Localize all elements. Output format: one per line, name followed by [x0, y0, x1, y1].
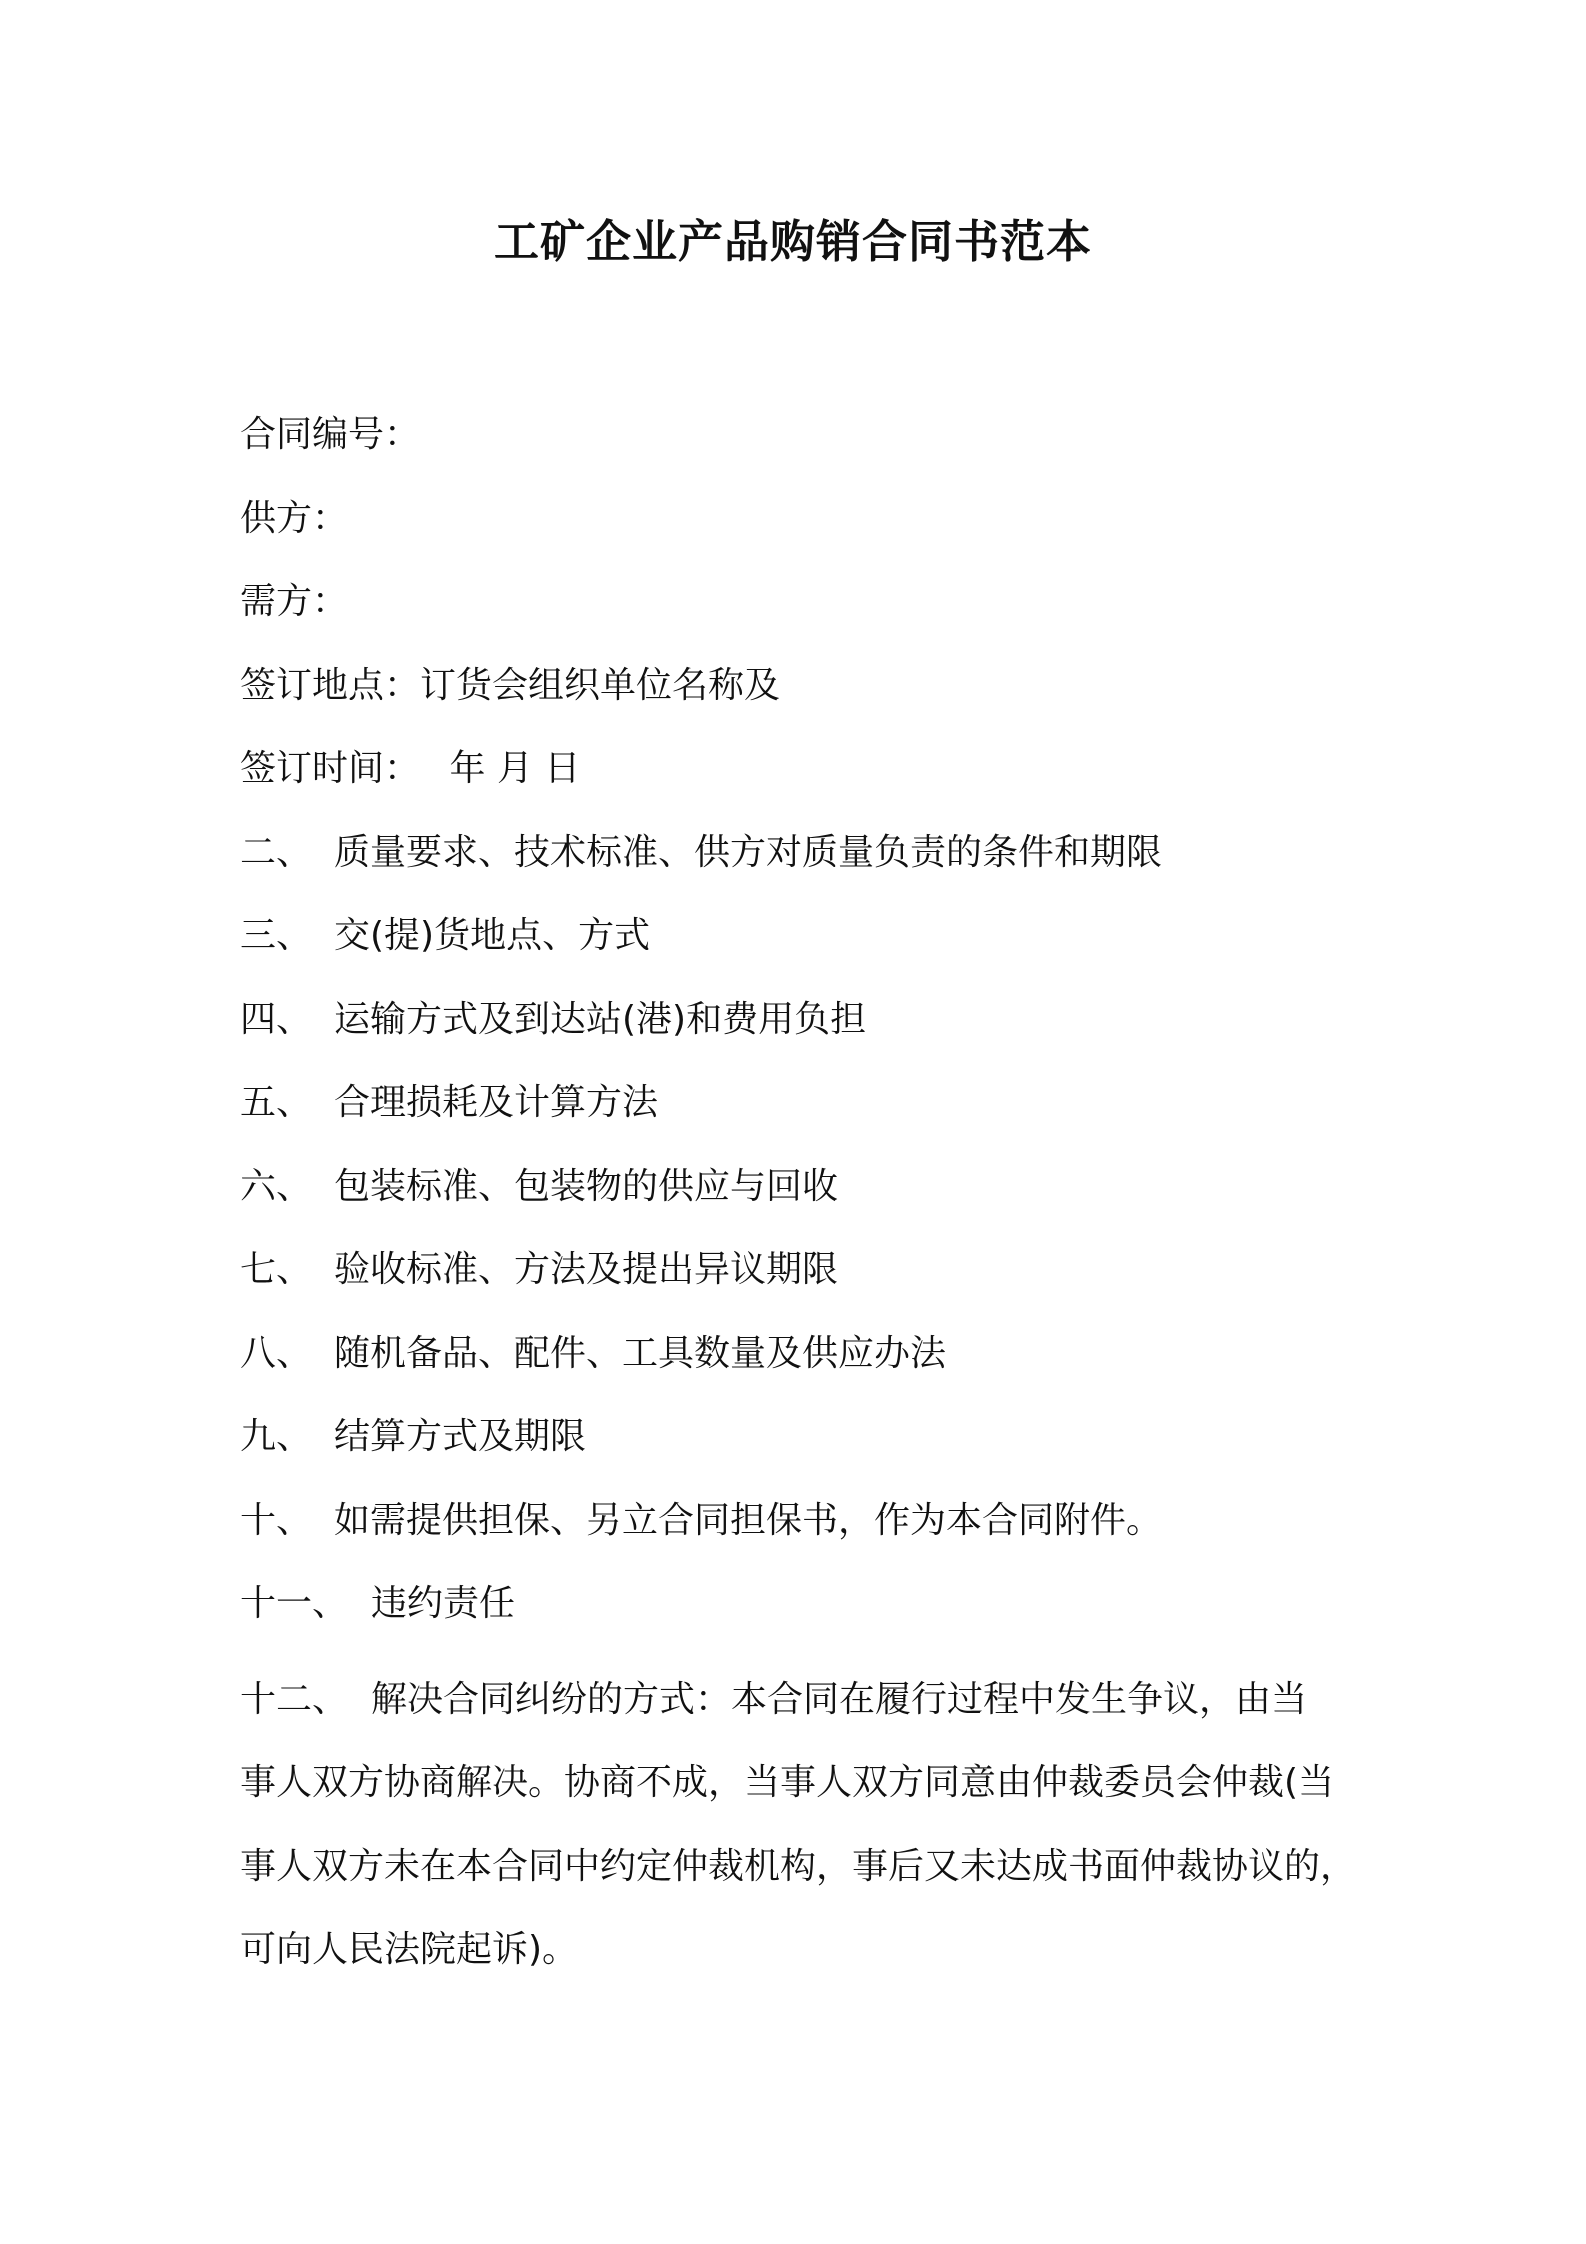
clause-item [240, 1073, 1370, 1157]
buyer-line: 需方： [240, 581, 349, 622]
clause-number: 四、 [240, 998, 313, 1040]
clause-item [240, 990, 1370, 1074]
sign-time-year: 年 [449, 748, 486, 789]
sign-time-day: 日 [544, 748, 581, 789]
sign-time-line [240, 739, 1370, 823]
clause-number: 十二、 [240, 1678, 349, 1720]
clause-number: 七、 [240, 1249, 313, 1290]
final-clause [240, 1658, 1370, 1992]
clause-item [240, 823, 1370, 907]
clause-number: 五、 [240, 1082, 313, 1123]
sign-place-line: 签订地点：订货会组织单位名称及 [240, 664, 781, 706]
clause-number: 三、 [240, 915, 313, 956]
clause-text: 违约责任 [371, 1583, 516, 1624]
clause-text: 验收标准、方法及提出异议期限 [334, 1249, 839, 1290]
document-title: 工矿企业产品购销合同书范本 [493, 215, 1092, 268]
clause-number: 十、 [240, 1499, 313, 1541]
clause-number: 九、 [240, 1416, 313, 1457]
contract-number-line: 合同编号： [240, 414, 421, 455]
clause-item [240, 906, 1370, 990]
clause-item [240, 1157, 1370, 1241]
clause-text: 结算方式及期限 [334, 1416, 587, 1457]
clause-item [240, 1574, 1370, 1658]
clause-text: 合理损耗及计算方法 [334, 1082, 659, 1123]
sign-time-month: 月 [496, 748, 533, 789]
clause-text: 质量要求、技术标准、供方对质量负责的条件和期限 [334, 831, 1163, 873]
clause-text: 如需提供担保、另立合同担保书，作为本合同附件。 [334, 1499, 1163, 1541]
clause-item [240, 1240, 1370, 1324]
final-clause-first-line [240, 1658, 1370, 1742]
clause-item [240, 1491, 1370, 1575]
supplier-line: 供方： [240, 497, 349, 539]
clause-text: 交(提)货地点、方式 [334, 915, 651, 956]
final-clause-first-text: 解决合同纠纷的方式：本合同在履行过程中发生争议，由当 [371, 1678, 1308, 1720]
clause-number: 八、 [240, 1332, 313, 1374]
clause-text: 运输方式及到达站(港)和费用负担 [334, 998, 867, 1040]
clause-number: 二、 [240, 831, 313, 873]
clause-text: 包装标准、包装物的供应与回收 [334, 1165, 839, 1207]
clause-number: 十一、 [240, 1583, 349, 1624]
clause-item [240, 1324, 1370, 1408]
clause-number: 六、 [240, 1165, 313, 1207]
clause-item [240, 1407, 1370, 1491]
clause-text: 随机备品、配件、工具数量及供应办法 [334, 1332, 947, 1374]
document-body [240, 405, 1370, 1992]
sign-time-label: 签订时间： [240, 748, 421, 789]
final-clause-rest: 事人双方协商解决。协商不成，当事人双方同意由仲裁委员会仲裁(当事人双方未在本合同中约定仲裁机构，事后又未达成书面仲裁协议的，可向人民法院起诉)。 [240, 1762, 1357, 1970]
